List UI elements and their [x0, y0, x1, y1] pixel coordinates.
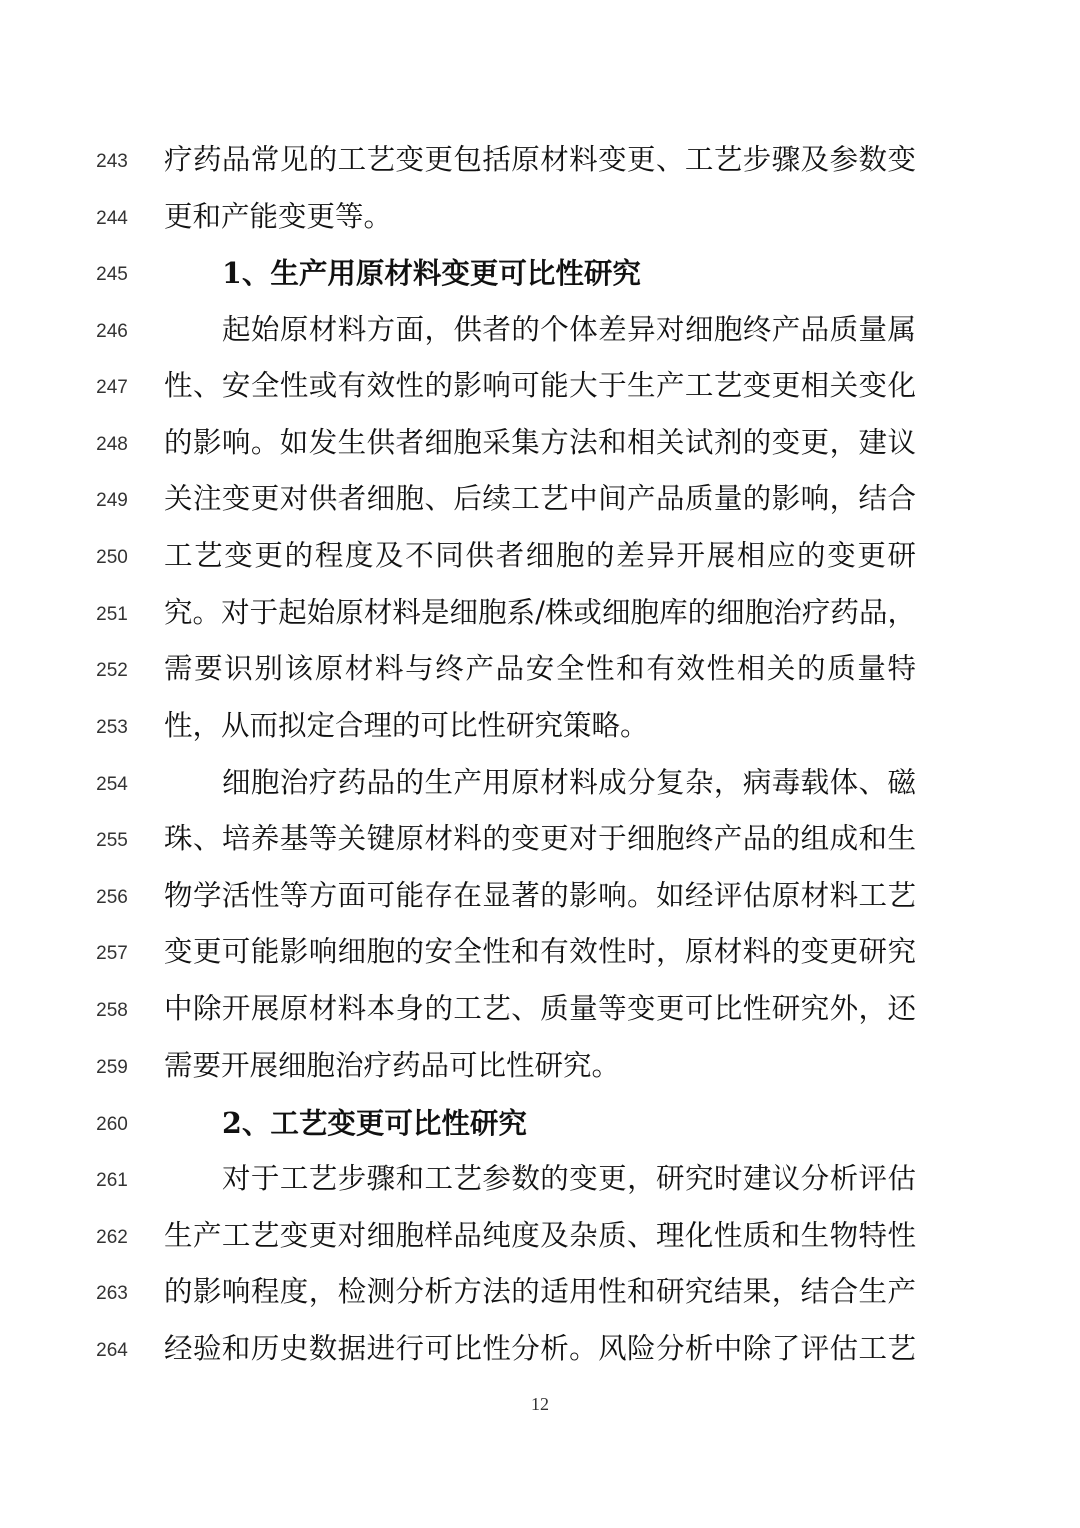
- body-text: 关注变更对供者细胞、后续工艺中间产品质量的影响，结合: [164, 482, 916, 515]
- text-line: [0, 134, 1080, 190]
- line-number: 256: [96, 887, 128, 908]
- text-line: [0, 700, 1080, 756]
- line-number: 247: [96, 377, 128, 398]
- text-line: [0, 530, 1080, 586]
- text-line: [0, 360, 1080, 416]
- body-text: 性、安全性或有效性的影响可能大于生产工艺变更相关变化: [164, 369, 916, 402]
- line-number: 257: [96, 943, 128, 964]
- line-number: 255: [96, 830, 128, 851]
- text-line: [0, 1266, 1080, 1322]
- line-number: 245: [96, 264, 128, 285]
- body-text: 工艺变更的程度及不同供者细胞的差异开展相应的变更研: [164, 539, 916, 572]
- section-heading-line: [0, 247, 1080, 303]
- body-text: 变更可能影响细胞的安全性和有效性时，原材料的变更研究: [164, 935, 916, 968]
- line-number: 249: [96, 490, 128, 511]
- body-text: 珠、培养基等关键原材料的变更对于细胞终产品的组成和生: [164, 822, 916, 855]
- body-text: 物学活性等方面可能存在显著的影响。如经评估原材料工艺: [164, 879, 916, 912]
- section-heading: 2、工艺变更可比性研究: [222, 1106, 527, 1140]
- line-number: 250: [96, 547, 128, 568]
- text-line: [0, 1153, 1080, 1209]
- text-line: [0, 191, 1080, 247]
- body-text: 性，从而拟定合理的可比性研究策略。: [164, 709, 649, 742]
- text-line: [0, 1210, 1080, 1266]
- line-number: 260: [96, 1114, 128, 1135]
- section-heading-line: [0, 1097, 1080, 1153]
- line-number: 261: [96, 1170, 128, 1191]
- line-number: 253: [96, 717, 128, 738]
- body-text: 生产工艺变更对细胞样品纯度及杂质、理化性质和生物特性: [164, 1219, 916, 1252]
- line-number: 248: [96, 434, 128, 455]
- line-number: 263: [96, 1283, 128, 1304]
- body-text: 对于工艺步骤和工艺参数的变更，研究时建议分析评估: [222, 1162, 916, 1195]
- line-number: 252: [96, 660, 128, 681]
- line-number: 251: [96, 604, 128, 625]
- body-text: 起始原材料方面，供者的个体差异对细胞终产品质量属: [222, 313, 916, 346]
- line-number: 262: [96, 1227, 128, 1248]
- line-number: 244: [96, 208, 128, 229]
- text-line: [0, 643, 1080, 699]
- text-line: [0, 926, 1080, 982]
- text-line: [0, 473, 1080, 529]
- line-number: 258: [96, 1000, 128, 1021]
- text-line: [0, 870, 1080, 926]
- body-text: 究。对于起始原材料是细胞系/株或细胞库的细胞治疗药品，: [164, 596, 916, 629]
- text-line: [0, 1040, 1080, 1096]
- body-text: 需要识别该原材料与终产品安全性和有效性相关的质量特: [164, 652, 916, 685]
- line-number: 264: [96, 1340, 128, 1361]
- body-text: 疗药品常见的工艺变更包括原材料变更、工艺步骤及参数变: [164, 143, 916, 176]
- text-line: [0, 304, 1080, 360]
- body-text: 经验和历史数据进行可比性分析。风险分析中除了评估工艺: [164, 1332, 916, 1365]
- body-text: 的影响程度，检测分析方法的适用性和研究结果，结合生产: [164, 1275, 916, 1308]
- text-line: [0, 1323, 1080, 1379]
- line-number: 243: [96, 151, 128, 172]
- text-line: [0, 983, 1080, 1039]
- body-text: 的影响。如发生供者细胞采集方法和相关试剂的变更，建议: [164, 426, 916, 459]
- text-line: [0, 417, 1080, 473]
- text-line: [0, 587, 1080, 643]
- body-text: 细胞治疗药品的生产用原材料成分复杂，病毒载体、磁: [222, 766, 916, 799]
- line-number: 246: [96, 321, 128, 342]
- text-line: [0, 757, 1080, 813]
- section-heading: 1、生产用原材料变更可比性研究: [222, 256, 641, 290]
- body-text: 更和产能变更等。: [164, 200, 393, 233]
- text-line: [0, 813, 1080, 869]
- page-number: 12: [531, 1394, 549, 1414]
- line-number: 254: [96, 774, 128, 795]
- line-number: 259: [96, 1057, 128, 1078]
- body-text: 需要开展细胞治疗药品可比性研究。: [164, 1049, 621, 1082]
- body-text: 中除开展原材料本身的工艺、质量等变更可比性研究外，还: [164, 992, 916, 1025]
